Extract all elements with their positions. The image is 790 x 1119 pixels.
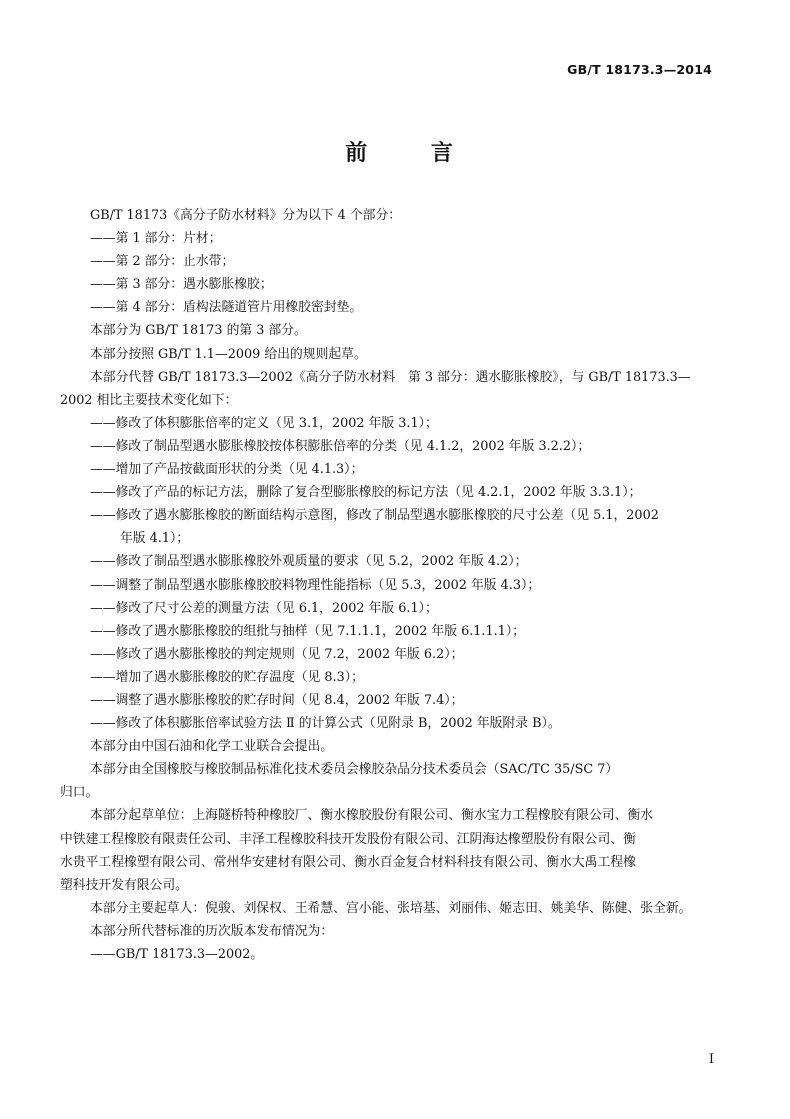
list-item: ——修改了制品型遇水膨胀橡胶外观质量的要求（见 5.2，2002 年版 4.2）；	[90, 554, 528, 570]
text-line: 本部分所代替标准的历次版本发布情况为：	[90, 923, 334, 939]
list-item: ——第 2 部分：止水带；	[90, 254, 235, 270]
text-line: 本部分按照 GB/T 1.1—2009 给出的规则起草。	[90, 346, 367, 362]
text-line: 塑科技开发有限公司。	[60, 877, 188, 893]
list-item: ——增加了遇水膨胀橡胶的贮存温度（见 8.3）；	[90, 669, 364, 685]
list-item: ——修改了遇水膨胀橡胶的组批与抽样（见 7.1.1.1，2002 年版 6.1.1.1）；	[90, 623, 526, 639]
text-line: 本部分代替 GB/T 18173.3—2002《高分子防水材料 第 3 部分：遇水膨胀橡胶》，与 GB/T 18173.3—	[90, 369, 691, 385]
text-line: 本部分起草单位：上海隧桥特种橡胶厂、衡水橡胶股份有限公司、衡水宝力工程橡胶有限公司、衡水	[90, 808, 654, 824]
list-item: ——修改了体积膨胀倍率的定义（见 3.1，2002 年版 3.1）；	[90, 415, 438, 431]
text-line: 中铁建工程橡胶有限责任公司、丰泽工程橡胶科技开发股份有限公司、江阴海达橡塑股份有限公司、衡	[60, 831, 636, 847]
standard-code: GB/T 18173.3—2014	[567, 62, 712, 77]
list-item: ——修改了体积膨胀倍率试验方法 Ⅱ 的计算公式（见附录 B，2002 年版附录 B）。	[90, 716, 561, 732]
list-item: ——第 3 部分：遇水膨胀橡胶；	[90, 277, 273, 293]
text-line: 本部分由中国石油和化学工业联合会提出。	[90, 739, 334, 755]
page-number: I	[708, 1052, 714, 1067]
text-line: 本部分为 GB/T 18173 的第 3 部分。	[90, 323, 307, 339]
list-item: ——修改了遇水膨胀橡胶的断面结构示意图，修改了制品型遇水膨胀橡胶的尺寸公差（见 5.1，2002	[90, 508, 659, 524]
list-item: ——第 1 部分：片材；	[90, 231, 222, 247]
list-item: ——调整了制品型遇水膨胀橡胶胶料物理性能指标（见 5.3，2002 年版 4.3）；	[90, 577, 541, 593]
list-item-continuation: 年版 4.1）；	[120, 531, 190, 547]
text-line: 归口。	[60, 785, 99, 801]
list-item: ——修改了制品型遇水膨胀橡胶按体积膨胀倍率的分类（见 4.1.2，2002 年版 3.2.2）；	[90, 438, 591, 454]
foreword-body	[60, 204, 720, 966]
list-item: ——修改了尺寸公差的测量方法（见 6.1，2002 年版 6.1）；	[90, 600, 438, 616]
list-item: ——增加了产品按截面形状的分类（见 4.1.3）；	[90, 462, 364, 478]
list-item: ——调整了遇水膨胀橡胶的贮存时间（见 8.4，2002 年版 7.4）；	[90, 692, 464, 708]
text-line: GB/T 18173《高分子防水材料》分为以下 4 个部分：	[90, 208, 402, 223]
text-line: 2002 相比主要技术变化如下：	[60, 392, 238, 408]
list-item: ——GB/T 18173.3—2002。	[90, 947, 264, 962]
text-line: 本部分主要起草人：倪骏、刘保权、王希慧、宫小能、张培基、刘丽伟、姬志田、姚美华、陈健、张全新。	[90, 900, 692, 916]
list-item: ——修改了遇水膨胀橡胶的判定规则（见 7.2，2002 年版 6.2）；	[90, 646, 464, 662]
text-line: 本部分由全国橡胶与橡胶制品标准化技术委员会橡胶杂品分技术委员会（SAC/TC 35/SC 7）	[90, 762, 619, 778]
list-item: ——第 4 部分：盾构法隧道管片用橡胶密封垫。	[90, 300, 363, 316]
page-title: 前 言	[345, 141, 481, 166]
list-item: ——修改了产品的标记方法，删除了复合型膨胀橡胶的标记方法（见 4.2.1，2002 年版 3.3.1）；	[90, 485, 642, 501]
text-line: 水贵平工程橡塑有限公司、常州华安建材有限公司、衡水百金复合材料科技有限公司、衡水大禹工程橡	[60, 854, 636, 870]
